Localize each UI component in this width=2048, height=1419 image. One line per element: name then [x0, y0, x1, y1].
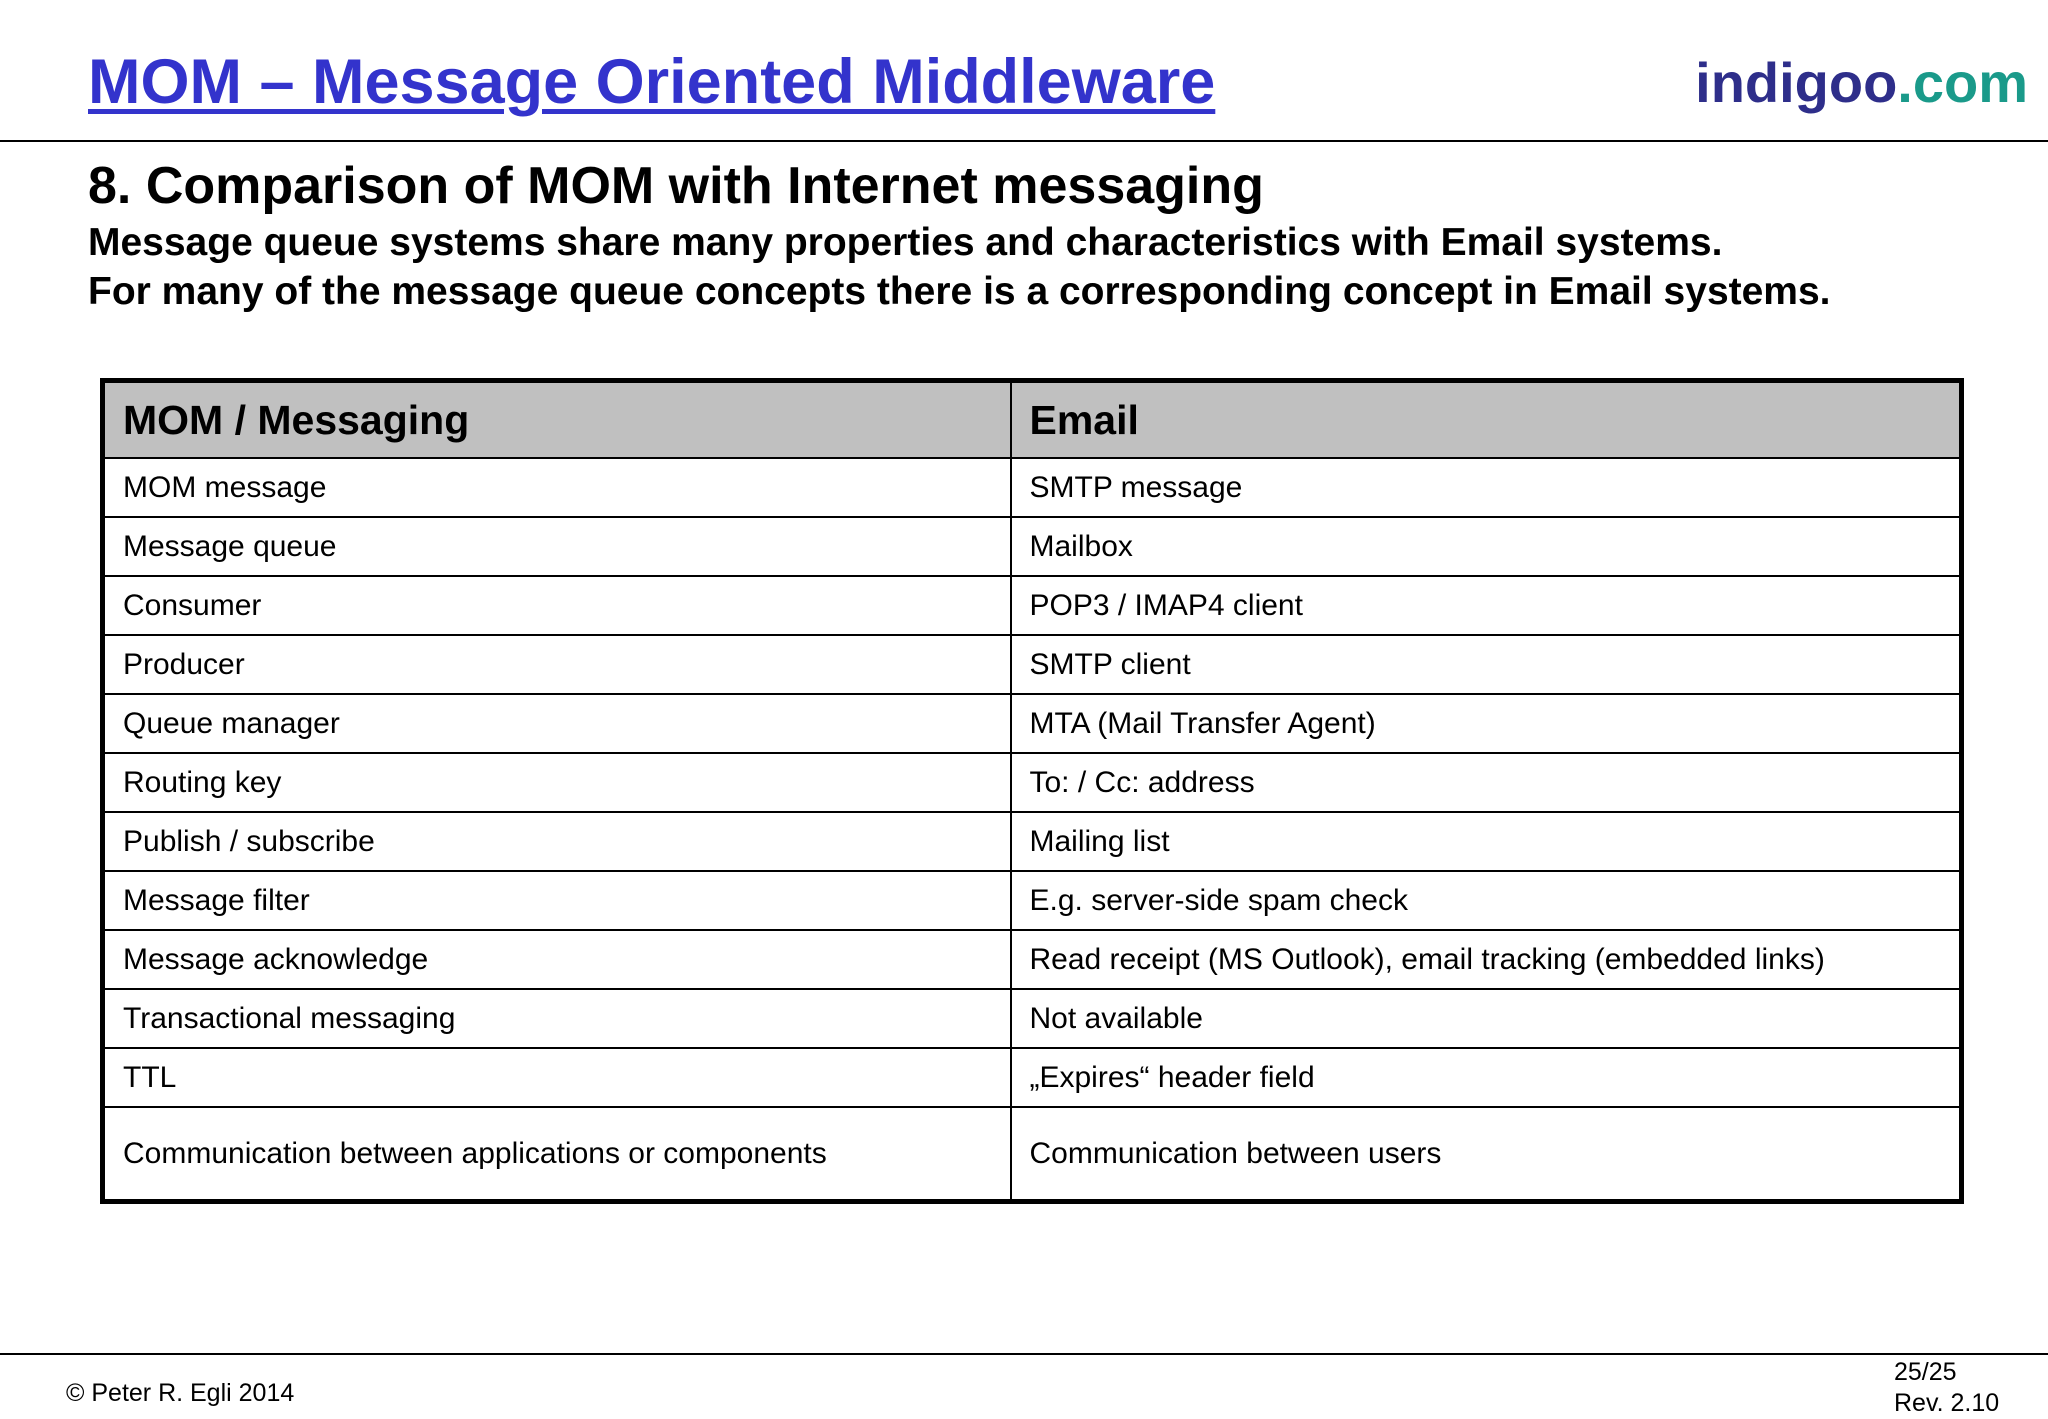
table-row [103, 812, 1962, 871]
brand-name: indigoo [1695, 51, 1898, 114]
mom-cell: Queue manager [103, 694, 1011, 753]
mom-cell: Message filter [103, 871, 1011, 930]
table-row [103, 930, 1962, 989]
table-row [103, 871, 1962, 930]
table-header-row [103, 381, 1962, 459]
email-cell: SMTP client [1011, 635, 1962, 694]
email-cell: Not available [1011, 989, 1962, 1048]
page-info [1894, 1357, 1999, 1419]
email-cell: MTA (Mail Transfer Agent) [1011, 694, 1962, 753]
table-row [103, 576, 1962, 635]
mom-cell: TTL [103, 1048, 1011, 1107]
page-number: 25/25 [1894, 1358, 1957, 1386]
revision-label: Rev. 2.10 [1894, 1389, 2000, 1417]
table-row [103, 694, 1962, 753]
header-divider [0, 140, 2048, 142]
column-header-email: Email [1011, 381, 1962, 459]
brand-logo [1695, 50, 2028, 116]
email-cell: Communication between users [1011, 1107, 1962, 1202]
column-header-mom: MOM / Messaging [103, 381, 1011, 459]
email-cell: POP3 / IMAP4 client [1011, 576, 1962, 635]
email-cell: „Expires“ header field [1011, 1048, 1962, 1107]
slide-title: MOM – Message Oriented Middleware [88, 47, 1216, 117]
mom-cell: Transactional messaging [103, 989, 1011, 1048]
table-row [103, 458, 1962, 517]
comparison-table [100, 378, 1964, 1204]
mom-cell: Publish / subscribe [103, 812, 1011, 871]
table-row [103, 1048, 1962, 1107]
table-row [103, 753, 1962, 812]
email-cell: SMTP message [1011, 458, 1962, 517]
section-subtitle-line-1: Message queue systems share many properties and characteristics with Email systems. [88, 221, 1723, 264]
table-row [103, 517, 1962, 576]
email-cell: E.g. server-side spam check [1011, 871, 1962, 930]
copyright-text: © Peter R. Egli 2014 [66, 1379, 295, 1407]
mom-cell: Routing key [103, 753, 1011, 812]
mom-cell: Communication between applications or components [103, 1107, 1011, 1202]
table-row [103, 989, 1962, 1048]
mom-cell: Message acknowledge [103, 930, 1011, 989]
mom-cell: MOM message [103, 458, 1011, 517]
mom-cell: Consumer [103, 576, 1011, 635]
mom-cell: Producer [103, 635, 1011, 694]
email-cell: To: / Cc: address [1011, 753, 1962, 812]
section-subtitle-line-2: For many of the message queue concepts there is a corresponding concept in Email systems. [88, 270, 1831, 313]
table-row [103, 1107, 1962, 1202]
table-row [103, 635, 1962, 694]
brand-domain: .com [1897, 51, 2028, 114]
email-cell: Mailbox [1011, 517, 1962, 576]
email-cell: Read receipt (MS Outlook), email tracking (embedded links) [1011, 930, 1962, 989]
footer-divider [0, 1353, 2048, 1355]
section-title: 8. Comparison of MOM with Internet messaging [88, 157, 1264, 215]
mom-cell: Message queue [103, 517, 1011, 576]
email-cell: Mailing list [1011, 812, 1962, 871]
